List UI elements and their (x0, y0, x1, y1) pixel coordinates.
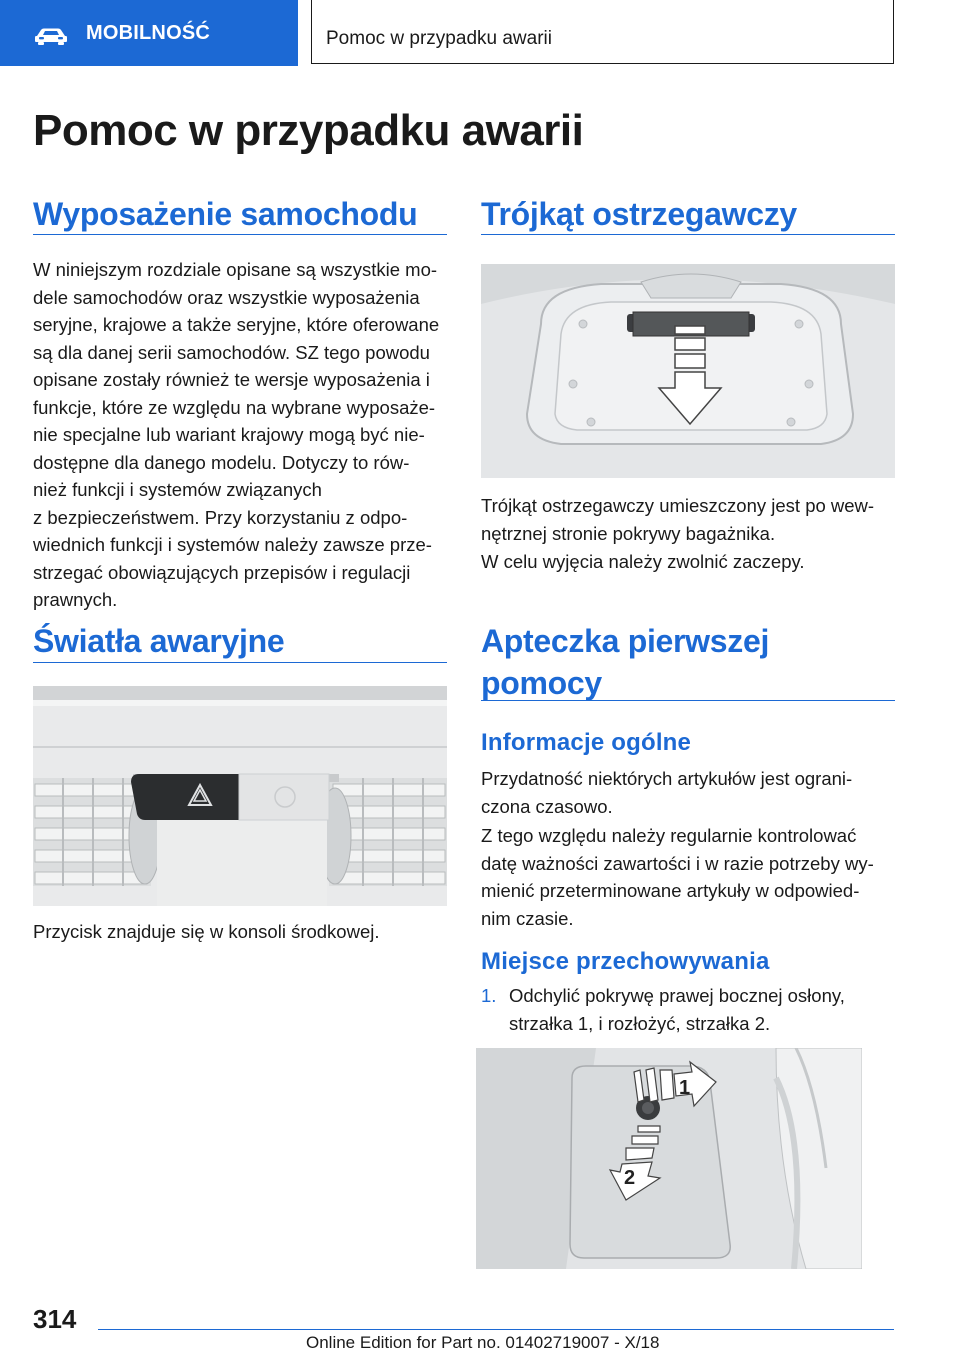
side-trim-figure (476, 1048, 862, 1269)
page-title: Pomoc w przypadku awarii (33, 106, 584, 155)
footer-rule (98, 1329, 894, 1330)
svg-text:2: 2 (624, 1167, 636, 1189)
edition-footer: Online Edition for Part no. 01402719007 - X/18 (306, 1333, 660, 1352)
section-label: MOBILNOŚĆ (86, 22, 211, 44)
heading-rule (33, 662, 447, 663)
heading-hazard-lights: Światła awaryjne (33, 623, 285, 659)
triangle-paragraph: Trójkąt ostrzegawczy umieszczony jest po wew- nętrznej stronie pokrywy bagażnika. (481, 495, 875, 544)
heading-warning-triangle: Trójkąt ostrzegawczy (481, 196, 797, 232)
trunk-lid-figure (481, 264, 895, 478)
heading-rule (481, 700, 895, 701)
heading-rule (481, 234, 895, 235)
equipment-paragraph: W niniejszym rozdziale opisane są wszystkie mo- dele samochodów oraz wszystkie wyposażenia seryjne, krajowe a także seryjne, które oferowane są dla danej serii samochodów. SZ tego powodu opisane zostały również te wersje wyposażenia i funkcje, które ze względu na wybrane wyposaże- nie specjalne lub wariant krajowy mogą być nie- dostępne dla danego modelu. Dotyczy to rów- nież funkcji i systemów związanych z bezpieczeństwem. Przy korzystaniu z odpo- wiednich funkcji i systemów należy zawsze prze- strzegać obowiązujących przepisów i regulacji prawnych. (33, 259, 440, 610)
subheading-general-info: Informacje ogólne (481, 729, 692, 756)
heading-rule (33, 234, 447, 235)
svg-text:1: 1 (679, 1077, 691, 1099)
chapter-title: Pomoc w przypadku awarii (326, 28, 552, 49)
hazard-button-figure (33, 686, 447, 906)
heading-equipment: Wyposażenie samochodu (33, 196, 418, 232)
hazard-caption: Przycisk znajduje się w konsoli środkowej. (33, 921, 380, 942)
car-icon (34, 27, 68, 45)
general-info-paragraph-1: Przydatność niektórych artykułów jest ograni- czona czasowo. (481, 768, 853, 817)
heading-first-aid-kit: Apteczka pierwszej pomocy (481, 623, 770, 701)
page-number: 314 (33, 1304, 77, 1334)
step-text: Odchylić pokrywę prawej bocznej osłony, strzałka 1, i rozłożyć, strzałka 2. (509, 985, 845, 1034)
step-number: 1. (481, 985, 497, 1006)
general-info-paragraph-2: Z tego względu należy regularnie kontrolować datę ważności zawartości i w razie potrzeby wy- mienić przeterminowane artykuły w odpowied- nim czasie. (481, 825, 874, 929)
triangle-release-text: W celu wyjęcia należy zwolnić zaczepy. (481, 551, 805, 572)
section-tab[interactable] (0, 0, 298, 66)
chapter-header (311, 0, 894, 64)
subheading-storage-location: Miejsce przechowywania (481, 948, 770, 975)
